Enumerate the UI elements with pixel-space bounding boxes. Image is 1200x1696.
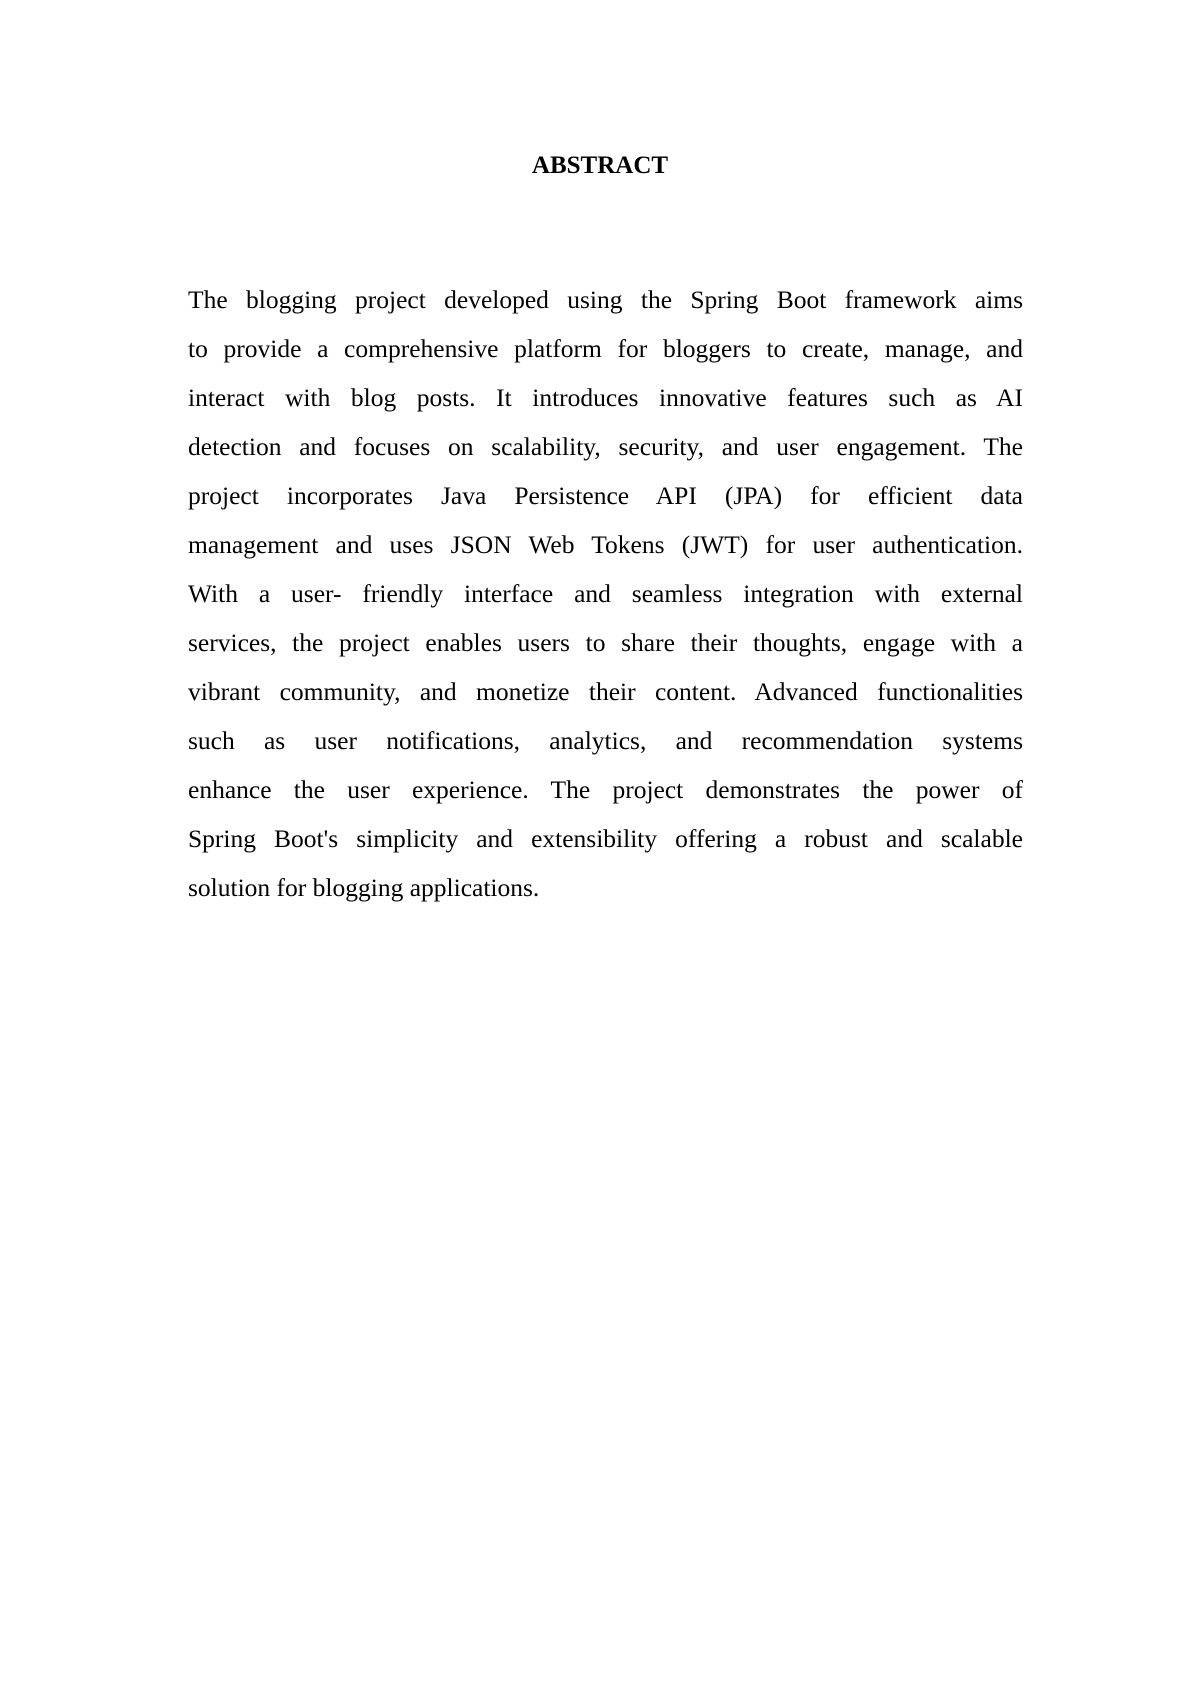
paragraph-line: project incorporates Java Persistence API (JPA) for efficient data — [188, 481, 1023, 510]
page-title: ABSTRACT — [531, 152, 669, 179]
paragraph-line: management and uses JSON Web Tokens (JWT) for user authentication. — [188, 530, 1023, 559]
paragraph-line: enhance the user experience. The project demonstrates the power of — [188, 775, 1023, 804]
paragraph-line: to provide a comprehensive platform for bloggers to create, manage, and — [188, 334, 1023, 363]
paragraph-line: solution for blogging applications. — [188, 873, 540, 902]
paragraph-line: Spring Boot's simplicity and extensibility offering a robust and scalable — [188, 824, 1023, 853]
paragraph-line: The blogging project developed using the Spring Boot framework aims — [188, 285, 1023, 314]
paragraph-line: services, the project enables users to share their thoughts, engage with a — [188, 628, 1023, 657]
paragraph-line: such as user notifications, analytics, and recommendation systems — [188, 726, 1023, 755]
paragraph-line: interact with blog posts. It introduces innovative features such as AI — [188, 383, 1023, 412]
abstract-paragraph — [188, 275, 1023, 912]
paragraph-line: vibrant community, and monetize their content. Advanced functionalities — [188, 677, 1023, 706]
paragraph-line: With a user- friendly interface and seamless integration with external — [188, 579, 1023, 608]
paragraph-line: detection and focuses on scalability, security, and user engagement. The — [188, 432, 1023, 461]
